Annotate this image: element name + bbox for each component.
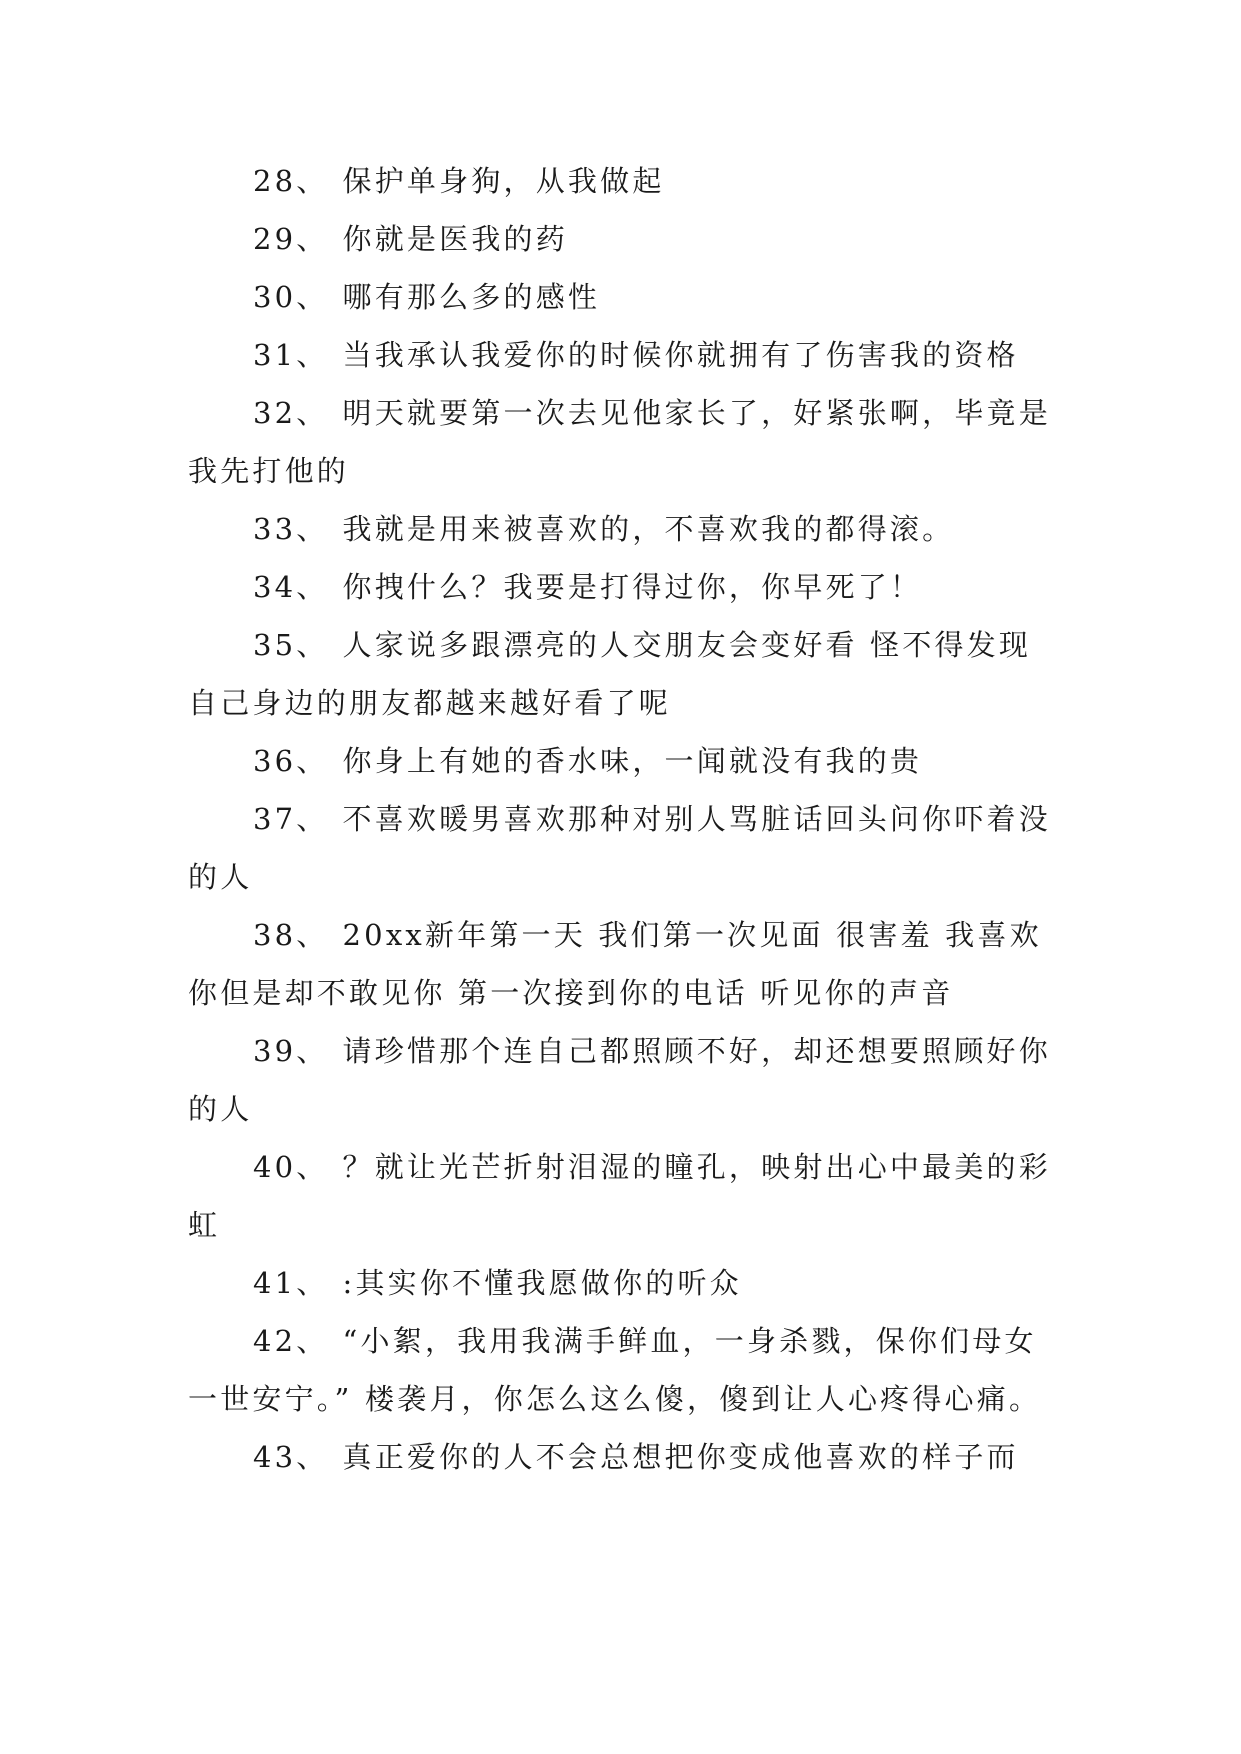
list-item	[188, 1312, 1058, 1428]
item-number: 36、	[253, 744, 329, 778]
list-item	[188, 210, 1058, 268]
list-item	[188, 558, 1058, 616]
list-item	[188, 500, 1058, 558]
list-item	[188, 384, 1058, 500]
item-number: 39、	[253, 1034, 329, 1068]
item-text: 20xx新年第一天 我们第一次见面 很害羞 我喜欢你但是却不敢见你 第一次接到你的电话 听见你的声音	[188, 918, 1042, 1010]
item-number: 30、	[253, 280, 329, 314]
item-number: 29、	[253, 222, 329, 256]
list-item	[188, 1138, 1058, 1254]
item-text: 哪有那么多的感性	[342, 280, 601, 314]
list-item	[188, 1022, 1058, 1138]
item-text: 保护单身狗，从我做起	[342, 164, 665, 198]
list-item	[188, 1428, 1058, 1486]
item-number: 37、	[253, 802, 329, 836]
item-text: ？就让光芒折射泪湿的瞳孔，映射出心中最美的彩虹	[188, 1150, 1051, 1242]
item-number: 41、	[253, 1266, 329, 1300]
item-text: 我就是用来被喜欢的，不喜欢我的都得滚。	[342, 512, 955, 546]
item-number: 43、	[253, 1440, 329, 1474]
list-item	[188, 152, 1058, 210]
item-number: 31、	[253, 338, 329, 372]
list-item	[188, 616, 1058, 732]
item-text: 明天就要第一次去见他家长了，好紧张啊，毕竟是我先打他的	[188, 396, 1051, 488]
list-item	[188, 732, 1058, 790]
quote-list	[188, 152, 1058, 1486]
item-number: 35、	[253, 628, 329, 662]
item-number: 38、	[253, 918, 329, 952]
item-text: :其实你不懂我愿做你的听众	[342, 1266, 742, 1300]
list-item	[188, 906, 1058, 1022]
list-item	[188, 1254, 1058, 1312]
item-number: 42、	[253, 1324, 329, 1358]
item-number: 33、	[253, 512, 329, 546]
item-text: 真正爱你的人不会总想把你变成他喜欢的样子而	[342, 1440, 1019, 1474]
item-text: 你就是医我的药	[342, 222, 568, 256]
list-item	[188, 790, 1058, 906]
item-number: 28、	[253, 164, 329, 198]
item-number: 34、	[253, 570, 329, 604]
list-item	[188, 326, 1058, 384]
item-number: 40、	[253, 1150, 329, 1184]
item-text: 人家说多跟漂亮的人交朋友会变好看 怪不得发现自己身边的朋友都越来越好看了呢	[188, 628, 1032, 720]
list-item	[188, 268, 1058, 326]
item-text: 不喜欢暖男喜欢那种对别人骂脏话回头问你吓着没的人	[188, 802, 1051, 894]
item-number: 32、	[253, 396, 329, 430]
item-text: 请珍惜那个连自己都照顾不好，却还想要照顾好你的人	[188, 1034, 1051, 1126]
item-text: 你身上有她的香水味，一闻就没有我的贵	[342, 744, 923, 778]
item-text: 当我承认我爱你的时候你就拥有了伤害我的资格	[342, 338, 1019, 372]
item-text: 你拽什么？我要是打得过你，你早死了！	[342, 570, 923, 604]
item-text: “小絮，我用我满手鲜血，一身杀戮，保你们母女一世安宁。” 楼袭月，你怎么这么傻，傻到让人心疼得心痛。	[188, 1324, 1042, 1416]
